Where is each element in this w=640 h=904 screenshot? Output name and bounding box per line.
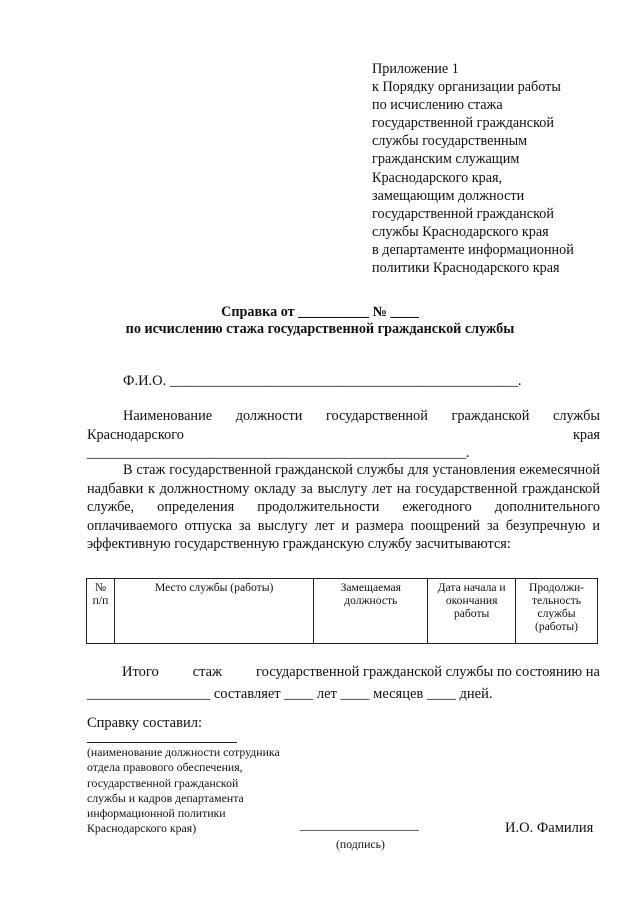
service-paragraph [87,461,600,554]
fio-field: Ф.И.О. ________________________________________________. [123,373,522,389]
table-header-row [87,579,598,644]
appendix-line: Краснодарского края, [372,169,503,186]
document-title: Справка от __________ № ____ [221,304,419,320]
signer-name: И.О. Фамилия [505,820,594,836]
appendix-line: государственной гражданской [372,205,554,222]
service-table [86,578,598,644]
appendix-line: Приложение 1 [372,61,459,77]
appendix-block [372,60,622,277]
appendix-line: гражданским служащим [372,151,520,168]
total-line-1 [87,661,600,683]
table-header-number: № п/п [87,579,115,644]
appendix-line: политики Краснодарского края [372,260,560,277]
document-subtitle: по исчислению стажа государственной гражданской службы [125,321,515,337]
appendix-line: замещающим должности [372,187,525,204]
appendix-line: государственной гражданской [372,115,554,132]
appendix-line: по исчислению стажа [372,97,503,114]
composed-by-label: Справку составил: [87,715,202,731]
table-header-place: Место службы (работы) [114,579,313,644]
signature-line: _________________ [300,818,419,833]
total-word-3: государственной гражданской службы по состоянию на [256,664,600,680]
position-paragraph-text: Наименование должности государственной гражданской службы Краснодарского края _____________________________________________________. [87,408,600,461]
appendix-line: в департаменте информационной [372,241,574,258]
appendix-line: к Порядку организации работы [372,79,561,96]
total-line-2: _________________ составляет ____ лет ____ месяцев ____ дней. [87,686,493,702]
appendix-line: службы государственным [372,133,528,150]
table-header-dates: Дата начала и окончания работы [428,579,516,644]
composer-note-line: Краснодарского края) [87,821,197,836]
total-block [87,661,600,705]
composer-note-line: государственной гражданской [87,775,239,790]
total-word-1: Итого [122,664,159,680]
composer-note-line: информационной политики [87,806,226,821]
composer-line [87,742,237,743]
position-paragraph [87,407,600,463]
composer-note-line: (наименование должности сотрудника [87,745,280,759]
composer-note-line: службы и кадров департамента [87,790,244,805]
composer-note-line: отдела правового обеспечения, [87,760,243,775]
composer-note [87,745,280,837]
service-paragraph-text: В стаж государственной гражданской службы для установления ежемесячной надбавки к должностному окладу за выслугу лет на государственной гражданской службе, определения продолжительности ежегодного дополнительного оплачиваемого отпуска за выслугу лет и размера поощрений за безупречную и эффективную государственную гражданскую службу засчитываются: [87,462,600,552]
appendix-line: службы Краснодарского края [372,223,549,240]
signature-caption: (подпись) [336,837,385,851]
table-header-duration: Продолжи-тельность службы (работы) [516,579,598,644]
table-header-position: Замещаемая должность [314,579,428,644]
total-word-2: стаж [192,664,223,680]
